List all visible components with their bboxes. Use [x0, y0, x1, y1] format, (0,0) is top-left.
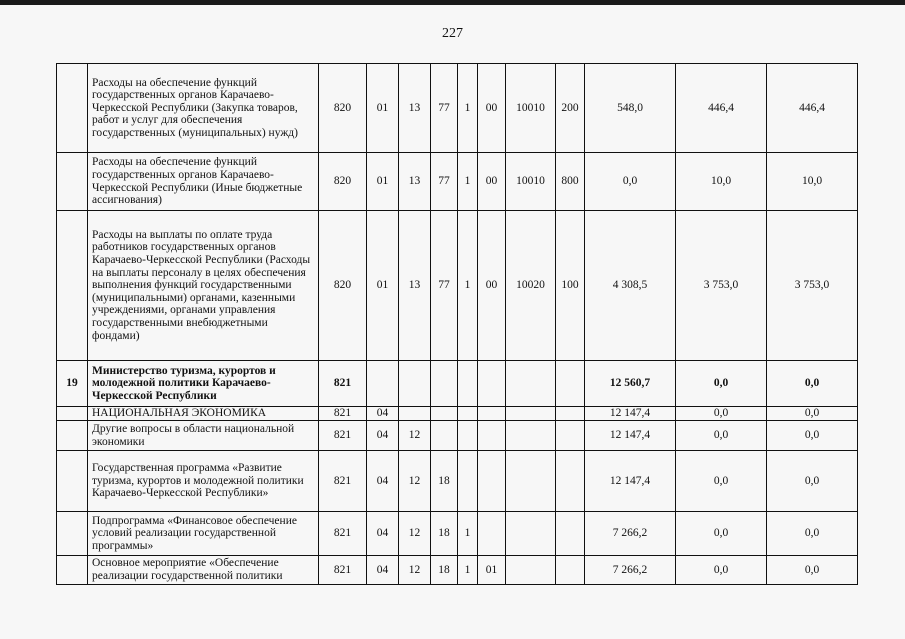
expense-type-cell: 200 — [556, 64, 585, 153]
section-code-cell: 04 — [367, 451, 399, 512]
direction-code-cell: 10010 — [506, 153, 556, 211]
section-code-cell: 04 — [367, 407, 399, 421]
amount-year3-cell: 0,0 — [767, 451, 858, 512]
table-row — [57, 556, 858, 585]
row-number-cell — [57, 153, 88, 211]
row-number-cell — [57, 211, 88, 361]
row-number-cell — [57, 421, 88, 451]
subsection-code-cell: 13 — [399, 64, 431, 153]
activity-code-cell — [478, 407, 506, 421]
row-number-cell — [57, 556, 88, 585]
row-number-cell — [57, 512, 88, 556]
amount-year3-cell: 0,0 — [767, 556, 858, 585]
program-code-cell: 77 — [431, 211, 458, 361]
table-row — [57, 211, 858, 361]
amount-year3-cell: 0,0 — [767, 421, 858, 451]
subprogram-code-cell — [458, 361, 478, 407]
section-code-cell: 01 — [367, 64, 399, 153]
ministry-code-cell: 821 — [319, 421, 367, 451]
table-row — [57, 361, 858, 407]
subsection-code-cell: 12 — [399, 451, 431, 512]
row-name-cell: Другие вопросы в области национальной экономики — [88, 421, 319, 451]
subprogram-code-cell — [458, 421, 478, 451]
amount-year2-cell: 0,0 — [676, 421, 767, 451]
direction-code-cell — [506, 421, 556, 451]
section-code-cell — [367, 361, 399, 407]
amount-year1-cell: 12 147,4 — [585, 407, 676, 421]
row-number-cell: 19 — [57, 361, 88, 407]
row-number-cell — [57, 407, 88, 421]
expense-type-cell: 800 — [556, 153, 585, 211]
program-code-cell — [431, 407, 458, 421]
direction-code-cell — [506, 451, 556, 512]
row-name-cell: Расходы на обеспечение функций государственных органов Карачаево-Черкесской Республики (Иные бюджетные ассигнования) — [88, 153, 319, 211]
expense-type-cell: 100 — [556, 211, 585, 361]
amount-year2-cell: 0,0 — [676, 556, 767, 585]
section-code-cell: 01 — [367, 211, 399, 361]
row-name-cell: Расходы на выплаты по оплате труда работников государственных органов Карачаево-Черкесской Республики (Расходы на выплаты персоналу в целях обеспечения выполнения функций государственными (муниципальными) органами, казенными учреждениями, органами управления государственными внебюджетными фондами) — [88, 211, 319, 361]
program-code-cell — [431, 421, 458, 451]
section-code-cell: 04 — [367, 556, 399, 585]
subsection-code-cell: 13 — [399, 153, 431, 211]
direction-code-cell: 10010 — [506, 64, 556, 153]
ministry-code-cell: 821 — [319, 407, 367, 421]
amount-year2-cell: 3 753,0 — [676, 211, 767, 361]
amount-year1-cell: 12 147,4 — [585, 451, 676, 512]
row-name-cell: Государственная программа «Развитие туризма, курортов и молодежной политики Карачаево-Черкесской Республики» — [88, 451, 319, 512]
activity-code-cell — [478, 421, 506, 451]
row-name-cell: Министерство туризма, курортов и молодежной политики Карачаево-Черкесской Республики — [88, 361, 319, 407]
expense-type-cell — [556, 451, 585, 512]
ministry-code-cell: 820 — [319, 211, 367, 361]
table-row — [57, 153, 858, 211]
direction-code-cell — [506, 512, 556, 556]
amount-year2-cell: 10,0 — [676, 153, 767, 211]
amount-year3-cell: 0,0 — [767, 512, 858, 556]
table-row — [57, 64, 858, 153]
program-code-cell: 18 — [431, 556, 458, 585]
amount-year3-cell: 0,0 — [767, 361, 858, 407]
ministry-code-cell: 821 — [319, 512, 367, 556]
table-row — [57, 421, 858, 451]
ministry-code-cell: 820 — [319, 153, 367, 211]
subprogram-code-cell: 1 — [458, 512, 478, 556]
subprogram-code-cell: 1 — [458, 211, 478, 361]
row-number-cell — [57, 451, 88, 512]
direction-code-cell: 10020 — [506, 211, 556, 361]
amount-year3-cell: 0,0 — [767, 407, 858, 421]
program-code-cell — [431, 361, 458, 407]
subsection-code-cell: 12 — [399, 421, 431, 451]
amount-year2-cell: 446,4 — [676, 64, 767, 153]
expense-type-cell — [556, 407, 585, 421]
expense-type-cell — [556, 421, 585, 451]
amount-year1-cell: 12 560,7 — [585, 361, 676, 407]
subsection-code-cell: 12 — [399, 512, 431, 556]
amount-year1-cell: 4 308,5 — [585, 211, 676, 361]
amount-year2-cell: 0,0 — [676, 512, 767, 556]
subprogram-code-cell: 1 — [458, 153, 478, 211]
subsection-code-cell — [399, 361, 431, 407]
page-number: 227 — [442, 26, 463, 41]
row-name-cell: Расходы на обеспечение функций государственных органов Карачаево-Черкесской Республики (Закупка товаров, работ и услуг для обеспечения государственных (муниципальных) нужд) — [88, 64, 319, 153]
ministry-code-cell: 821 — [319, 451, 367, 512]
amount-year3-cell: 10,0 — [767, 153, 858, 211]
row-name-cell: НАЦИОНАЛЬНАЯ ЭКОНОМИКА — [88, 407, 319, 421]
amount-year1-cell: 7 266,2 — [585, 512, 676, 556]
amount-year1-cell: 12 147,4 — [585, 421, 676, 451]
subsection-code-cell — [399, 407, 431, 421]
subprogram-code-cell: 1 — [458, 556, 478, 585]
expense-type-cell — [556, 512, 585, 556]
direction-code-cell — [506, 361, 556, 407]
table-row — [57, 451, 858, 512]
row-name-cell: Подпрограмма «Финансовое обеспечение условий реализации государственной программы» — [88, 512, 319, 556]
ministry-code-cell: 820 — [319, 64, 367, 153]
amount-year2-cell: 0,0 — [676, 361, 767, 407]
scan-top-edge — [0, 0, 905, 5]
amount-year1-cell: 0,0 — [585, 153, 676, 211]
activity-code-cell: 01 — [478, 556, 506, 585]
activity-code-cell: 00 — [478, 64, 506, 153]
activity-code-cell: 00 — [478, 153, 506, 211]
activity-code-cell — [478, 512, 506, 556]
subprogram-code-cell — [458, 451, 478, 512]
amount-year2-cell: 0,0 — [676, 407, 767, 421]
table-row — [57, 512, 858, 556]
subsection-code-cell: 13 — [399, 211, 431, 361]
ministry-code-cell: 821 — [319, 361, 367, 407]
subprogram-code-cell: 1 — [458, 64, 478, 153]
ministry-code-cell: 821 — [319, 556, 367, 585]
row-number-cell — [57, 64, 88, 153]
amount-year1-cell: 7 266,2 — [585, 556, 676, 585]
activity-code-cell: 00 — [478, 211, 506, 361]
subsection-code-cell: 12 — [399, 556, 431, 585]
direction-code-cell — [506, 556, 556, 585]
program-code-cell: 18 — [431, 512, 458, 556]
amount-year3-cell: 3 753,0 — [767, 211, 858, 361]
expense-type-cell — [556, 556, 585, 585]
activity-code-cell — [478, 451, 506, 512]
expense-type-cell — [556, 361, 585, 407]
amount-year1-cell: 548,0 — [585, 64, 676, 153]
table-row — [57, 407, 858, 421]
section-code-cell: 04 — [367, 421, 399, 451]
budget-table — [56, 63, 858, 585]
section-code-cell: 01 — [367, 153, 399, 211]
program-code-cell: 77 — [431, 153, 458, 211]
program-code-cell: 18 — [431, 451, 458, 512]
amount-year2-cell: 0,0 — [676, 451, 767, 512]
subprogram-code-cell — [458, 407, 478, 421]
direction-code-cell — [506, 407, 556, 421]
program-code-cell: 77 — [431, 64, 458, 153]
activity-code-cell — [478, 361, 506, 407]
row-name-cell: Основное мероприятие «Обеспечение реализации государственной политики — [88, 556, 319, 585]
amount-year3-cell: 446,4 — [767, 64, 858, 153]
section-code-cell: 04 — [367, 512, 399, 556]
